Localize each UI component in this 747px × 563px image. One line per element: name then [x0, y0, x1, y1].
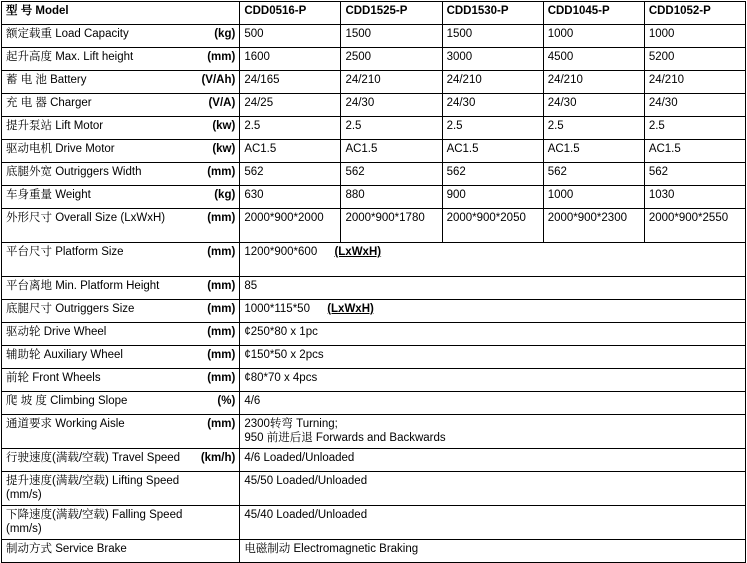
row-value: 24/210	[341, 71, 442, 94]
row-label-cell	[2, 117, 240, 140]
row-value: 45/50 Loaded/Unloaded	[244, 475, 368, 487]
row-label-cell	[2, 323, 240, 346]
row-label-cell	[2, 415, 240, 449]
row-value: ¢150*50 x 2pcs	[244, 349, 324, 361]
table-row	[2, 209, 746, 243]
row-value: 4/6 Loaded/Unloaded	[244, 452, 355, 464]
header-model-1: CDD0516-P	[240, 2, 341, 25]
row-label-cell	[2, 369, 240, 392]
table-row	[2, 94, 746, 117]
row-value: 24/30	[644, 94, 745, 117]
table-row	[2, 506, 746, 540]
table-row	[2, 71, 746, 94]
table-row	[2, 449, 746, 472]
row-value-cell	[240, 449, 746, 472]
row-value-cell	[240, 506, 746, 540]
row-value: AC1.5	[543, 140, 644, 163]
row-value: 24/210	[442, 71, 543, 94]
row-label: 制动方式 Service Brake	[6, 543, 127, 555]
row-value: 24/210	[543, 71, 644, 94]
row-unit: (mm)	[207, 166, 236, 178]
row-value-cell	[240, 300, 746, 323]
row-value: AC1.5	[240, 140, 341, 163]
row-unit: (V/Ah)	[201, 74, 236, 86]
table-row	[2, 323, 746, 346]
row-value: 1000	[543, 25, 644, 48]
row-label-cell	[2, 186, 240, 209]
row-label: 充 电 器 Charger	[6, 97, 92, 109]
row-value-cell	[240, 540, 746, 563]
specification-table	[1, 1, 746, 563]
row-label-cell	[2, 506, 240, 540]
row-value: 880	[341, 186, 442, 209]
row-value: AC1.5	[644, 140, 745, 163]
row-value: 630	[240, 186, 341, 209]
table-row	[2, 392, 746, 415]
header-label: 型 号 Model	[6, 5, 69, 17]
row-unit: (mm)	[207, 51, 236, 63]
table-row	[2, 300, 746, 323]
row-unit: (km/h)	[200, 452, 236, 464]
row-value: 电磁制动 Electromagnetic Braking	[244, 543, 419, 555]
row-value-suffix: (LxWxH)	[334, 246, 382, 258]
row-label: 额定载重 Load Capacity	[6, 28, 129, 40]
table-row	[2, 540, 746, 563]
row-label: 蓄 电 池 Battery	[6, 74, 87, 86]
row-label: 驱动轮 Drive Wheel	[6, 326, 107, 338]
row-value: 4/6	[244, 395, 261, 407]
row-label: 驱动电机 Drive Motor	[6, 143, 115, 155]
row-value: 2000*900*2050	[442, 209, 543, 243]
row-label-cell	[2, 94, 240, 117]
row-value: ¢250*80 x 1pc	[244, 326, 318, 338]
row-label: 前轮 Front Wheels	[6, 372, 101, 384]
row-unit: (kg)	[214, 189, 236, 201]
row-value: AC1.5	[442, 140, 543, 163]
row-label-cell	[2, 392, 240, 415]
row-label-cell	[2, 163, 240, 186]
row-label-unit-line: (mm/s)	[6, 489, 42, 502]
row-label: 底腿外宽 Outriggers Width	[6, 166, 142, 178]
row-label-cell	[2, 48, 240, 71]
row-label-cell	[2, 25, 240, 48]
row-value: 1000	[644, 25, 745, 48]
row-label: 提升泵站 Lift Motor	[6, 120, 104, 132]
row-label: 车身重量 Weight	[6, 189, 91, 201]
row-value: 2500	[341, 48, 442, 71]
row-value: 1600	[240, 48, 341, 71]
table-header-row	[2, 2, 746, 25]
row-unit: (mm)	[207, 212, 236, 224]
row-value: 4500	[543, 48, 644, 71]
row-value: 562	[543, 163, 644, 186]
row-label: 平台尺寸 Platform Size	[6, 246, 124, 258]
row-label-cell	[2, 300, 240, 323]
header-model-4: CDD1045-P	[543, 2, 644, 25]
row-label: 通道要求 Working Aisle	[6, 418, 125, 430]
row-label: 平台离地 Min. Platform Height	[6, 280, 160, 292]
row-label: 下降速度(满载/空载) Falling Speed	[6, 509, 183, 521]
table-row	[2, 163, 746, 186]
row-value: 1500	[442, 25, 543, 48]
row-value-cell	[240, 472, 746, 506]
row-value: 562	[644, 163, 745, 186]
header-model-3: CDD1530-P	[442, 2, 543, 25]
row-unit: (kg)	[214, 28, 236, 40]
row-value: 900	[442, 186, 543, 209]
row-label-cell	[2, 346, 240, 369]
row-unit: (kw)	[212, 120, 236, 132]
row-value: 24/210	[644, 71, 745, 94]
row-value: 562	[240, 163, 341, 186]
table-row	[2, 117, 746, 140]
row-value: 1000*115*50	[244, 303, 310, 315]
row-unit: (V/A)	[208, 97, 236, 109]
row-label: 行驶速度(满载/空载) Travel Speed	[6, 452, 181, 464]
header-model-5: CDD1052-P	[644, 2, 745, 25]
row-value-line1: 2300转弯 Turning;	[244, 418, 338, 430]
row-value: 3000	[442, 48, 543, 71]
row-unit: (mm)	[207, 303, 236, 315]
table-row	[2, 243, 746, 277]
row-label-cell	[2, 71, 240, 94]
row-unit: (mm)	[207, 280, 236, 292]
row-value-cell	[240, 369, 746, 392]
row-value: 2.5	[543, 117, 644, 140]
row-label: 起升高度 Max. Lift height	[6, 51, 134, 63]
row-value-cell	[240, 277, 746, 300]
row-value: 2.5	[240, 117, 341, 140]
row-value: 562	[442, 163, 543, 186]
row-value: 5200	[644, 48, 745, 71]
row-value: 2.5	[644, 117, 745, 140]
header-label-cell	[2, 2, 240, 25]
header-model-2: CDD1525-P	[341, 2, 442, 25]
row-value-cell	[240, 415, 746, 449]
row-label: 外形尺寸 Overall Size (LxWxH)	[6, 212, 166, 224]
row-value: 2.5	[341, 117, 442, 140]
row-value: 24/165	[240, 71, 341, 94]
row-value: 500	[240, 25, 341, 48]
row-value: 2000*900*2550	[644, 209, 745, 243]
row-value: 85	[244, 280, 258, 292]
row-label-cell	[2, 540, 240, 563]
table-row	[2, 472, 746, 506]
row-value: 1200*900*600	[244, 246, 318, 258]
row-value: 1500	[341, 25, 442, 48]
row-label-cell	[2, 243, 240, 277]
table-row	[2, 415, 746, 449]
row-value: 24/30	[543, 94, 644, 117]
table-row	[2, 140, 746, 163]
row-unit: (mm)	[207, 372, 236, 384]
row-unit: (mm)	[207, 326, 236, 338]
table-row	[2, 346, 746, 369]
row-value: 2000*900*1780	[341, 209, 442, 243]
row-label: 爬 坡 度 Climbing Slope	[6, 395, 128, 407]
row-value: 1030	[644, 186, 745, 209]
row-label: 辅助轮 Auxiliary Wheel	[6, 349, 123, 361]
row-label: 底腿尺寸 Outriggers Size	[6, 303, 135, 315]
row-value-line2: 950 前进后退 Forwards and Backwards	[244, 432, 446, 445]
row-label-cell	[2, 209, 240, 243]
row-value: 562	[341, 163, 442, 186]
row-value: 2.5	[442, 117, 543, 140]
row-label-cell	[2, 472, 240, 506]
row-value-cell	[240, 323, 746, 346]
row-value: AC1.5	[341, 140, 442, 163]
row-value: 24/30	[442, 94, 543, 117]
row-unit: (mm)	[207, 418, 236, 430]
row-value: 24/25	[240, 94, 341, 117]
table-row	[2, 186, 746, 209]
row-value: 2000*900*2000	[240, 209, 341, 243]
row-value: 1000	[543, 186, 644, 209]
table-row	[2, 48, 746, 71]
row-value: 45/40 Loaded/Unloaded	[244, 509, 368, 521]
row-value-cell	[240, 243, 746, 277]
row-label-cell	[2, 277, 240, 300]
table-row	[2, 277, 746, 300]
row-value-cell	[240, 392, 746, 415]
row-value-suffix: (LxWxH)	[327, 303, 374, 315]
row-value: 24/30	[341, 94, 442, 117]
row-value: ¢80*70 x 4pcs	[244, 372, 318, 384]
row-value-cell	[240, 346, 746, 369]
row-unit: (mm)	[207, 349, 236, 361]
row-label: 提升速度(满载/空载) Lifting Speed	[6, 475, 180, 487]
row-unit: (%)	[217, 395, 236, 407]
table-row	[2, 369, 746, 392]
table-row	[2, 25, 746, 48]
row-unit: (mm)	[207, 246, 236, 258]
row-label-cell	[2, 449, 240, 472]
row-label-cell	[2, 140, 240, 163]
row-unit: (kw)	[212, 143, 236, 155]
row-value: 2000*900*2300	[543, 209, 644, 243]
row-label-unit-line: (mm/s)	[6, 523, 42, 536]
